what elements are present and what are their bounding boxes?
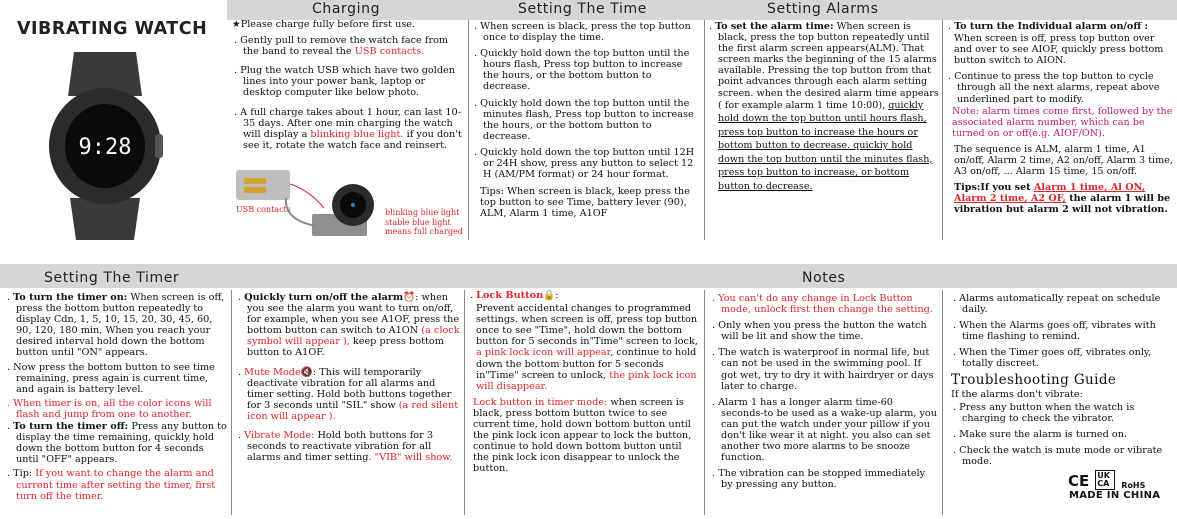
individual-alarm-body: When screen is off, press top button over and over to see AIOF, quickly press bottom button switch to AION.	[954, 33, 1164, 67]
alarm-modes-column: . Quickly turn on/off the alarm⏰: when you see the alarm you want to turn on/off, for example, when you see A1OF, press the bottom button can switch to A1ON (a clock symbol will appear ), keep press bottom button to A1OF. . Mute Mode🔇: This will temporarily deactivate vibration for all alarms and timer setting. Hold both buttons together for 3 seconds until "SIL" show (a red silent icon will appear ). . Vibrate Mode: Hold both buttons for 3 seconds to reactivate vibration for all alarms and timer setting. "VIB" will show.	[238, 292, 460, 464]
note-alarm1: Alarm 1 has a longer alarm time-60 seconds-to be used as a wake-up alarm, you can put the watch under your pillow if you don't like wear it at night. you also can set another two more alarms to be snooze function.	[718, 396, 938, 464]
quick-alarm-tail: keep press bottom button to A1OF.	[247, 336, 444, 359]
trouble-step2: Make sure the alarm is turned on.	[959, 428, 1128, 440]
divider	[468, 20, 469, 240]
note-waterproof: The watch is waterproof in normal life, but can not be used in the swimming pool. If got wet, try to dry it with hairdryer or days later to charge.	[718, 347, 934, 392]
divider	[231, 290, 232, 515]
quick-alarm-body: : when you see the alarm you want to turn on/off, for example, when you see A1OF, press the bottom button can switch to A1ON	[247, 292, 460, 337]
troubleshooting-intro: If the alarms don't vibrate:	[951, 388, 1083, 400]
pink-lock-disappear: the pink lock icon will disappear.	[476, 369, 697, 392]
watch-charging-icon	[330, 182, 376, 228]
alarm-tip: Tips:If you set	[954, 182, 1034, 194]
star-icon: ★	[232, 19, 241, 30]
lock-body: Prevent accidental changes to programmed settings. when screen is off, press top button once to see "Time", hold down the bottom button for 5 seconds in"Time" screen to lock,	[476, 303, 698, 348]
charging-column: ★Please charge fully before first use. . Gently pull to remove the watch face from the band to reveal the USB contacts. . Plug the watch USB which have two golden lines into your power bank, laptop or desktop computer like below photo. . A full charge takes about 1 hour, can last 10-35 days. After one min charging the watch will display a blinking blue light. if you don't see it, rotate the watch face and reinsert.	[232, 19, 462, 151]
troubleshooting-column: . Alarms automatically repeat on schedule daily. . When the Alarms goes off, vibrates with time flashing to remind. . When the Timer goes off, vibrates only, totally discreet. Troubleshooting Guide If the alarms don't vibrate: . Press any button when the watch is charging to check the vibrator. . Make sure the alarm is turned on. . Check the watch is mute mode or vibrate mode.	[951, 293, 1173, 472]
brand-title: VIBRATING WATCH	[17, 19, 208, 39]
note-repeat-daily: Alarms automatically repeat on schedule daily.	[959, 293, 1161, 316]
mute-mode-title: Mute Mode	[244, 366, 301, 378]
alarm-tip-tail: the alarm 1 will be vibration but alarm 2 will not vibration.	[954, 193, 1171, 216]
pink-lock-appear: a pink lock icon will appear	[476, 347, 611, 359]
time-step4: Quickly hold down the top button until 12H or 24H show, press any button to select 12 H (AM/PM format) or 24 hour format.	[480, 146, 695, 181]
timer-off-body: Press any button to display the time remaining, quickly hold down the bottom button for 4 seconds until "OFF" appears.	[16, 421, 227, 466]
individual-alarm-column: . To turn the Individual alarm on/off : When screen is off, press top button over and over to see AIOF, quickly press bottom button switch to AION. . Continue to press the top button to cycle through all the next alarms, repeat above underlined part to modify. Note: alarm times come first, followed by the associated alarm number, which can be turned on or off(e.g. AIOF/ON). The sequence is ALM, alarm 1 time, A1 on/off, Alarm 2 time, A2 on/off, Alarm 3 time, A3 on/off, ... Alarm 15 time, 15 on/off. Tips:If you set Alarm 1 time, Al ON, Alarm 2 time, A2 OF, the alarm 1 will be vibration but alarm 2 will not vibration.	[948, 21, 1173, 216]
made-in-china: MADE IN CHINA	[1069, 490, 1161, 501]
mute-icon: 🔇	[300, 366, 313, 378]
divider	[942, 290, 943, 515]
notes-column: . You can't do any change in Lock Button mode, unlock first then change the setting. . Only when you press the button the watch will be lit and show the time. . The watch is waterproof in normal life, but can not be used in the swimming pool. If got wet, try to dry it with hairdryer or days later to charge. . Alarm 1 has a longer alarm time-60 seconds-to be used as a wake-up alarm, you can put the watch under your pillow if you don't like wear it at night. you also can set another two more alarms to be snooze function. . The vibration can be stopped immediately by pressing any button.	[712, 293, 938, 491]
lock-timer-title: Lock button in timer mode:	[473, 396, 608, 408]
timer-tip-label: Tip:	[13, 468, 36, 480]
certification-marks	[1068, 470, 1145, 490]
note-alarm-goes-off: When the Alarms goes off, vibrates with time flashing to remind.	[959, 320, 1156, 343]
time-step2: Quickly hold down the top button until the hours flash, Press top button to increase the hours, or the bottom button to decrease.	[480, 48, 690, 93]
alarm-tip-example: Alarm 1 time, Al ON, Alarm 2 time, A2 OF,	[954, 182, 1146, 205]
timer-on-title: To turn the timer on:	[13, 292, 128, 303]
rohs-mark: RoHS	[1121, 481, 1146, 490]
charging-step3-tail: if you don't see it, rotate the watch face and reinsert.	[243, 128, 462, 151]
timer-on-body: When screen is off, press the bottom button repeatedly to display Cdn, 1, 5, 10, 15, 20, 30, 45, 60, 90, 120, 180 min, When you reach your desired interval hold down the bottom button until "ON" appears.	[16, 292, 225, 359]
blue-light-label: blinking blue light stable blue light means full charged	[385, 208, 463, 236]
individual-alarm-title: To turn the Individual alarm on/off :	[954, 21, 1149, 32]
setting-alarms-header: Setting Alarms	[767, 1, 879, 17]
vibrate-mode-body: Hold both buttons for 3 seconds to reactivate vibration for all alarms and timer setting.	[247, 430, 433, 464]
charging-step1: Gently pull to remove the watch face from the band to reveal the	[240, 35, 449, 58]
lock-icon: 🔒	[543, 290, 556, 301]
timer-now-text: Now press the bottom button to see time remaining, press again is current time, and again is battery level.	[13, 361, 215, 395]
timer-tip-body: If you want to change the alarm and current time after setting the timer, first turn off the timer.	[16, 468, 216, 502]
alarm-sequence: The sequence is ALM, alarm 1 time, A1 on/off, Alarm 2 time, A2 on/off, Alarm 3 time, A3 on/off, ... Alarm 15 time, 15 on/off.	[954, 143, 1173, 178]
blinking-light-text: blinking blue light.	[310, 128, 404, 140]
time-step1: When screen is black, press the top button once to display the time.	[480, 21, 691, 44]
time-tips: Tips: When screen is black, keep press the top button to see Time, battery lever (90), ALM, Alarm 1 time, A1OF	[480, 186, 690, 220]
divider	[704, 290, 705, 515]
set-alarm-body: When screen is black, press the top button repeatedly until the first alarm screen appears(ALM). That screen marks the beginning of the 15 alarms available. Pressing the top button from that point advances through each alarm setting screen. when the desired alarm time appears ( for example alarm 1 time 10:00),	[718, 21, 939, 111]
troubleshooting-title: Troubleshooting Guide	[951, 371, 1117, 388]
top-header-bar	[227, 0, 1177, 20]
vibrate-mode-title: Vibrate Mode:	[244, 430, 315, 442]
quick-alarm-title: Quickly turn on/off the alarm	[244, 292, 404, 303]
note-lit: Only when you press the button the watch will be lit and show the time.	[718, 320, 927, 343]
watch-time-display: 9:28	[78, 135, 132, 160]
usb-contacts-label: USB contacts	[236, 205, 291, 214]
alarm-note: Note: alarm times come first, followed by the associated alarm number, which can be turned on or off(e.g. AIOF/ON).	[952, 105, 1173, 139]
setting-alarms-column: . To set the alarm time: When screen is black, press the top button repeatedly until the first alarm screen appears(ALM). That screen marks the beginning of the 15 alarms available. Pressing the top button from that point advances through each alarm setting screen. when the desired alarm time appears ( for example alarm 1 time 10:00), quickly hold down the top button until hours flash, press top button to increase the hours or bottom button to decrease. quickiy hold down the top button until the minutes flash, press top button to increase, or bottom button to decrease.	[709, 21, 939, 192]
charging-step2: Plug the watch USB which have two golden lines into your power bank, laptop or desktop computer like below photo.	[240, 65, 456, 99]
ukca-mark: UK CA	[1095, 470, 1115, 490]
charging-step3: A full charge takes about 1 hour, can last 10-35 days. After one min charging the watch will display a	[240, 106, 461, 140]
silent-icon-note: (a red silent icon will appear ).	[247, 399, 459, 422]
set-alarm-underlined: quickly hold down the top button until hours flash, press top button to increase the hours or bottom button to decrease. quickiy hold down the top button until the minutes flash, press top button to increase, or bottom button to decrease.	[718, 99, 933, 192]
usb-contacts-link: USB contacts.	[354, 46, 425, 58]
notes-header: Notes	[802, 270, 846, 286]
lock-timer-body: when screen is black, press bottom button twice to see current time, hold down bottom button until the pink lock icon appear to lock the button, continue to hold down bottom button until the pink lock icon disappear to unlock the button.	[473, 396, 692, 475]
charging-header: Charging	[312, 1, 381, 17]
trouble-step1: Press any button when the watch is charging to check the vibrator.	[959, 401, 1135, 424]
clock-symbol-note: (a clock symbol will appear ),	[247, 325, 460, 348]
lock-button-title: Lock Button	[476, 290, 544, 301]
divider	[704, 20, 705, 240]
setting-time-column: . When screen is black, press the top button once to display the time. . Quickly hold down the top button until the hours flash, Press top button to increase the hours, or the bottom button to decrease. . Quickly hold down the top button until the minutes flash, Press top button to increase the hours, or the bottom button to decrease. . Quickly hold down the top button until 12H or 24H show, press any button to select 12 H (AM/PM format) or 24 hour format. Tips: When screen is black, keep press the top button to see Time, battery lever (90), ALM, Alarm 1 time, A1OF	[474, 21, 695, 220]
time-step3: Quickly hold down the top button until the minutes flash, Press top button to increase the hours, or the bottom button to decrease.	[480, 97, 694, 142]
note-stop-vibration: The vibration can be stopped immediately by pressing any button.	[718, 468, 926, 491]
vib-show-note: "VIB" will show.	[374, 452, 453, 464]
divider	[464, 290, 465, 515]
clock-icon: ⏰	[403, 292, 416, 303]
setting-time-header: Setting The Time	[518, 1, 647, 17]
note-lock-mode: You can't do any change in Lock Button mode, unlock first then change the setting.	[718, 293, 933, 316]
lock-body-continue: , continue to hold down the bottom button for 5 seconds in"Time" screen to unlock,	[476, 347, 697, 381]
bottom-header-bar	[0, 264, 1177, 288]
continue-press-text: Continue to press the top button to cycle through all the next alarms, repeat above underlined part to modify.	[954, 71, 1160, 105]
mute-mode-body: : This will temporarily deactivate vibration for all alarms and timer setting. Hold both buttons together for 3 seconds until "SIL" show	[247, 366, 452, 411]
charging-intro: Please charge fully before first use.	[240, 19, 416, 30]
setting-timer-column: . To turn the timer on: When screen is off, press the bottom button repeatedly to display Cdn, 1, 5, 10, 15, 20, 30, 45, 60, 90, 120, 180 min, When you reach your desired interval hold down the bottom button until "ON" appears. . Now press the bottom button to see time remaining, press again is current time, and again is battery level. . When timer is on, all the color icons will flash and jump from one to another. . To turn the timer off: Press any button to display the time remaining, quickly hold down the bottom button for 4 seconds until "OFF" appears. . Tip: If you want to change the alarm and current time after setting the timer, first turn off the timer.	[7, 292, 227, 502]
trouble-step3: Check the watch is mute mode or vibrate mode.	[959, 445, 1163, 468]
set-alarm-title: To set the alarm time:	[715, 21, 834, 32]
lock-button-column: . Lock Button🔒: Prevent accidental changes to programmed settings. when screen is off, press top button once to see "Time", hold down the bottom button for 5 seconds in"Time" screen to lock, a pink lock icon will appear, continue to hold down the bottom button for 5 seconds in"Time" screen to unlock, the pink lock icon will disappear. Lock button in timer mode: when screen is black, press bottom button twice to see current time, hold down bottom button until the pink lock icon appear to lock the button, continue to hold down bottom button until the pink lock icon disappear to unlock the button.	[470, 290, 698, 475]
timer-warning: When timer is on, all the color icons will flash and jump from one to another.	[13, 397, 212, 420]
setting-timer-header: Setting The Timer	[44, 270, 180, 286]
watch-illustration	[30, 48, 180, 243]
divider	[942, 20, 943, 240]
note-timer-goes-off: When the Timer goes off, vibrates only, totally discreet.	[959, 347, 1152, 370]
timer-off-title: To turn the timer off:	[13, 421, 129, 433]
ce-mark: CE	[1068, 472, 1090, 490]
